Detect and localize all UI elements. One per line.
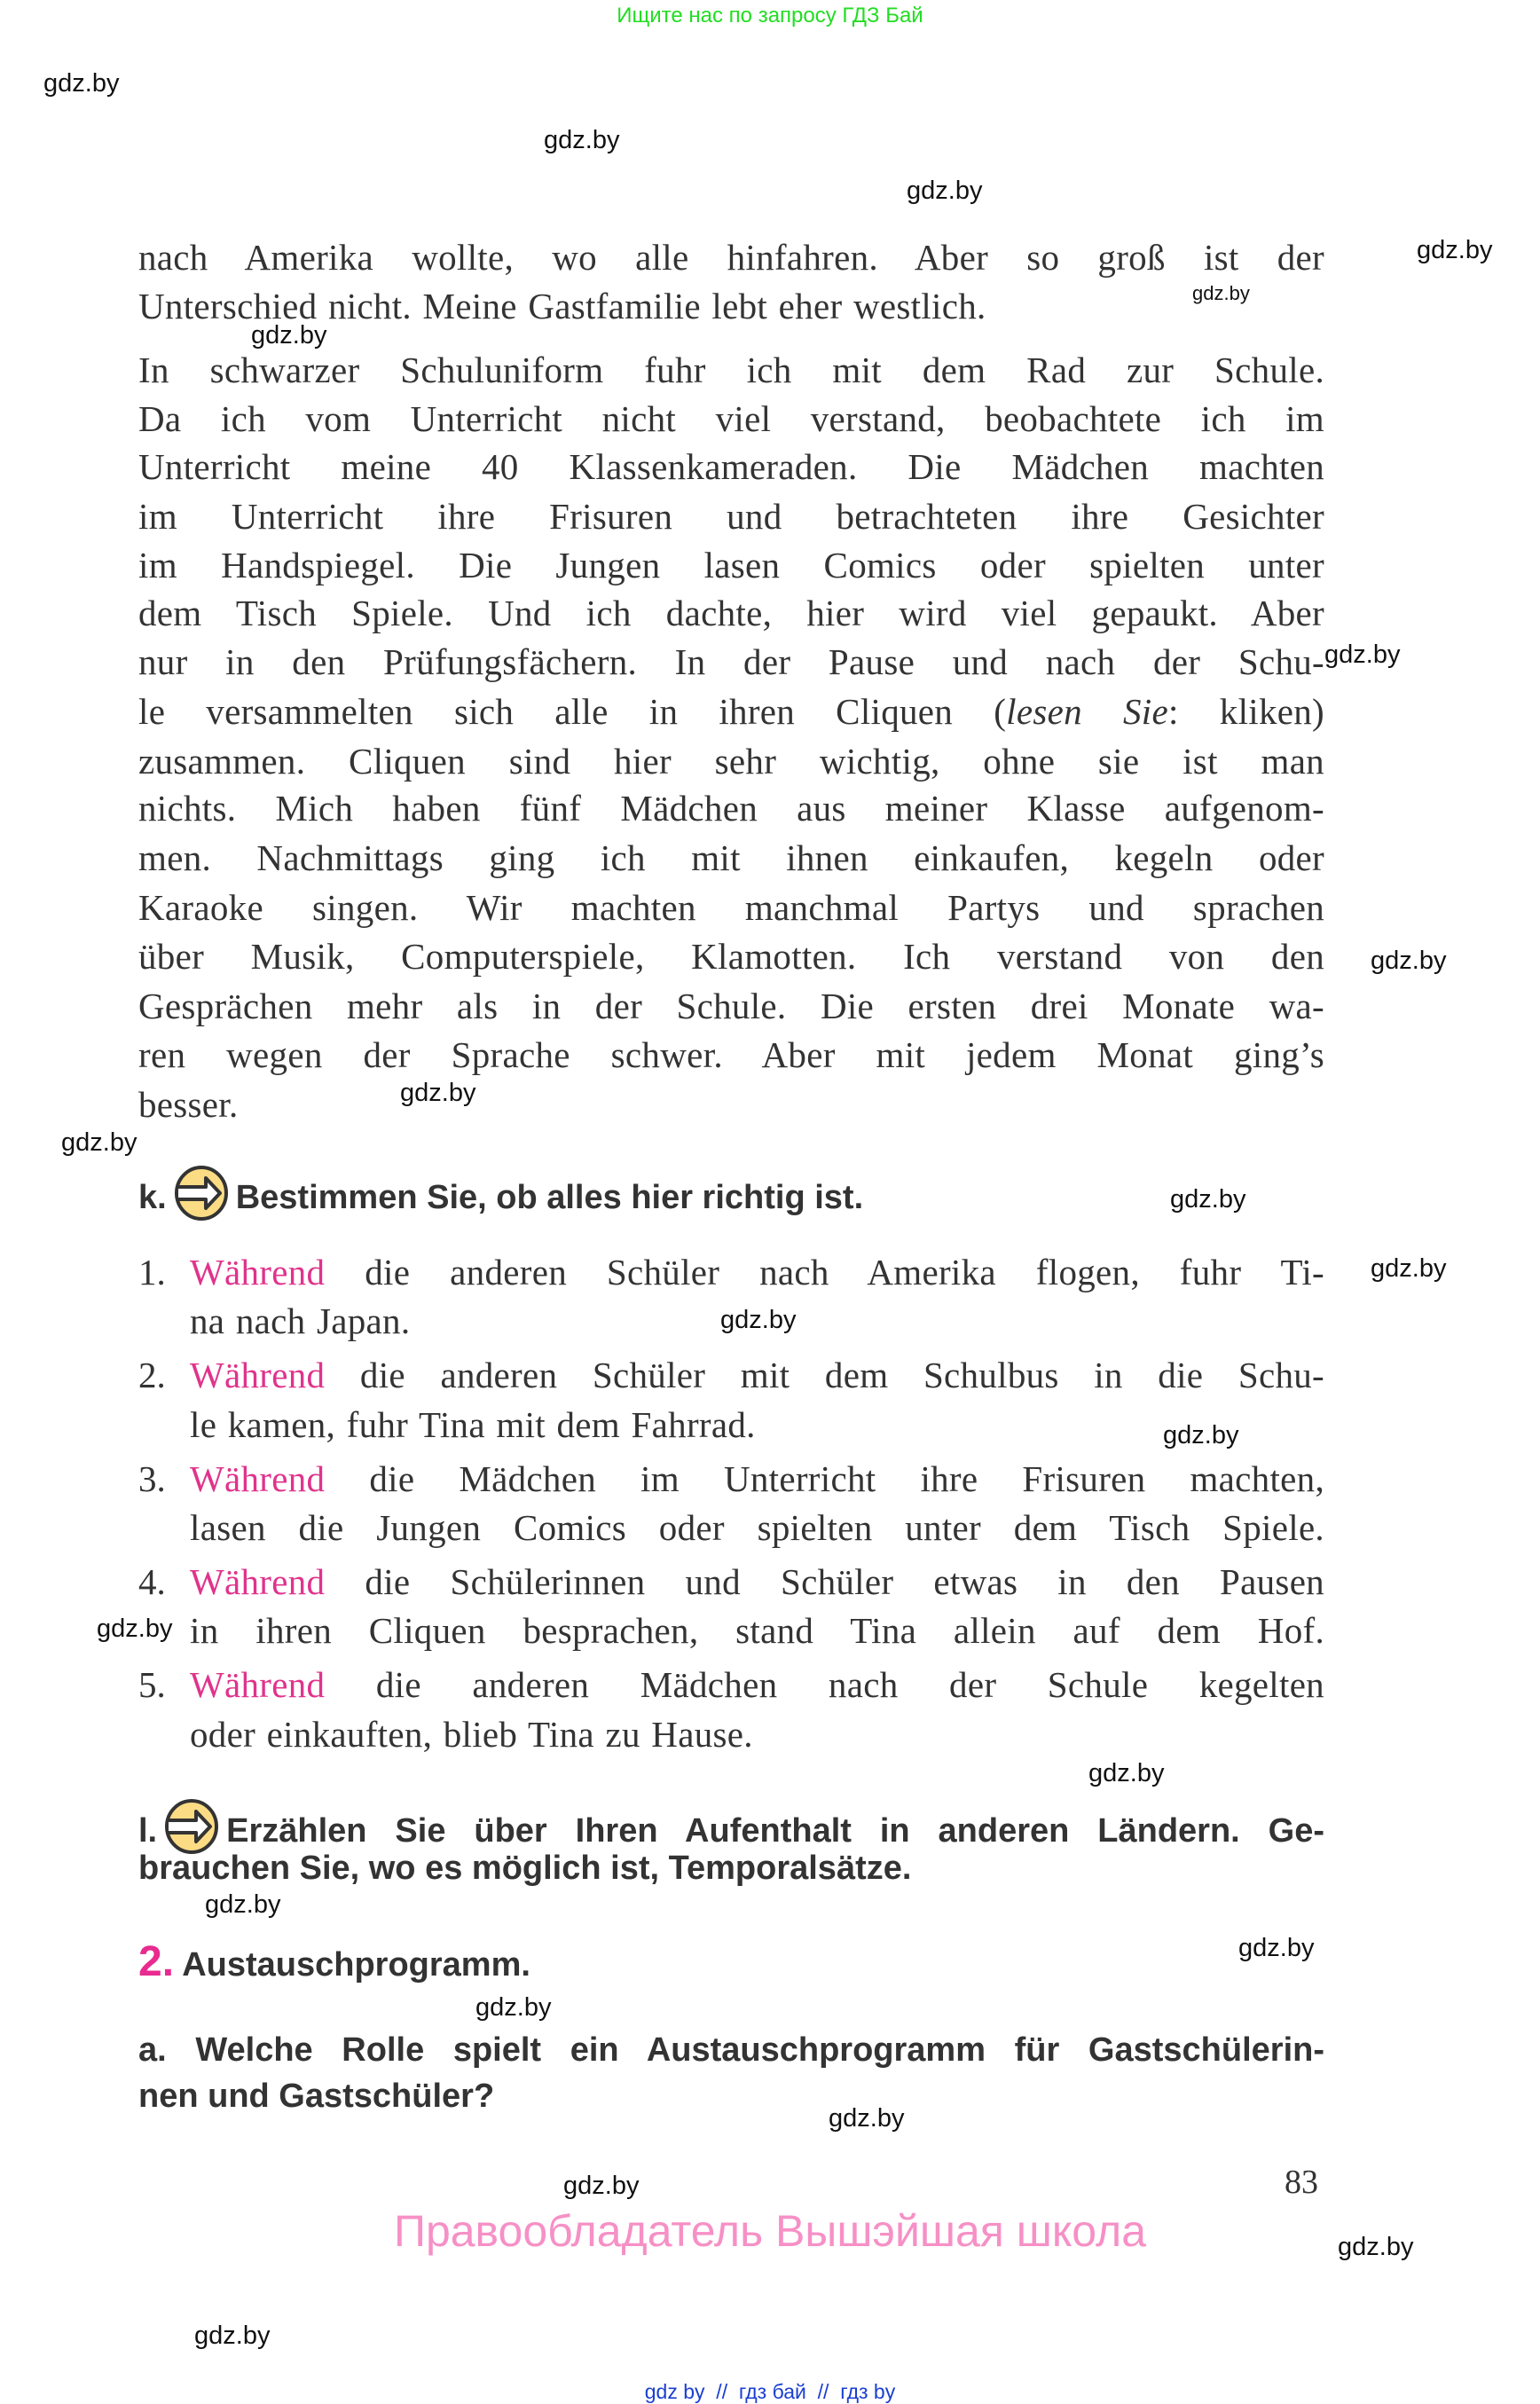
- text-line: Karaoke singen. Wir machten manchmal Partys und sprachen: [138, 887, 1324, 928]
- text-segment: die Schülerinnen und Schüler etwas in den Pausen: [325, 1561, 1324, 1602]
- copyright-notice: Правообладатель Вышэйшая школа: [394, 2206, 1146, 2256]
- watermark: gdz.by: [475, 1993, 552, 2022]
- text-line: [190, 1555, 1324, 1608]
- top-banner[interactable]: Ищите нас по запросу ГДЗ Бай: [617, 4, 923, 27]
- text-line: zusammen. Cliquen sind hier sehr wichtig, ohne sie ist man: [138, 741, 1324, 782]
- watermark: gdz.by: [1170, 1185, 1246, 1214]
- item-number: 4.: [138, 1561, 166, 1602]
- text-line: men. Nachmittags ging ich mit ihnen einkaufen, kegeln oder: [138, 837, 1324, 878]
- task-k-heading: [138, 1166, 864, 1216]
- watermark: gdz.by: [1371, 947, 1447, 975]
- task-l-text: brauchen Sie, wo es möglich ist, Temporalsätze.: [138, 1850, 912, 1887]
- text-line: dem Tisch Spiele. Und ich dachte, hier wird viel gepaukt. Aber: [138, 593, 1324, 633]
- text-line: ren wegen der Sprache schwer. Aber mit jedem Monat ging’s: [138, 1034, 1324, 1075]
- text-line: In schwarzer Schuluniform fuhr ich mit dem Rad zur Schule.: [138, 350, 1324, 390]
- page-number: 83: [1285, 2164, 1318, 2201]
- watermark: gdz.by: [61, 1128, 138, 1157]
- arrow-circle-icon: [174, 1166, 229, 1221]
- watermark: gdz.by: [1324, 640, 1401, 669]
- task-a-text: nen und Gastschüler?: [138, 2078, 495, 2115]
- text-line: nur in den Prüfungsfächern. In der Pause und nach der Schu-: [138, 641, 1324, 682]
- text-line: in ihren Cliquen besprachen, stand Tina allein auf dem Hof.: [190, 1610, 1324, 1651]
- watermark: gdz.by: [720, 1306, 797, 1334]
- text-line: [190, 1658, 1324, 1711]
- text-line: [138, 685, 1324, 738]
- task-a-text: a. Welche Rolle spielt ein Austauschprogramm für Gastschülerin-: [138, 2031, 1324, 2069]
- text-line: nichts. Mich haben fünf Mädchen aus meiner Klasse aufgenom-: [138, 788, 1324, 829]
- task-text: Erzählen Sie über Ihren Aufenthalt in anderen Ländern. Ge-: [226, 1812, 1324, 1850]
- text-line: über Musik, Computerspiele, Klamotten. Ich verstand von den: [138, 936, 1324, 977]
- italic-text: lesen Sie: [1006, 691, 1168, 732]
- watermark: gdz.by: [563, 2172, 640, 2200]
- keyword: Während: [190, 1355, 326, 1395]
- text-line: im Unterricht ihre Frisuren und betrachteten ihre Gesichter: [138, 496, 1324, 537]
- text-line: [190, 1348, 1324, 1402]
- watermark: gdz.by: [907, 177, 983, 205]
- item-number: 5.: [138, 1664, 166, 1705]
- item-number: 2.: [138, 1355, 166, 1395]
- section-number: 2.: [138, 1938, 175, 1985]
- text-line: Unterricht meine 40 Klassenkameraden. Die Mädchen machten: [138, 446, 1324, 487]
- keyword: Während: [190, 1561, 326, 1602]
- watermark: gdz.by: [251, 321, 327, 350]
- watermark: gdz.by: [43, 69, 120, 98]
- text-line: besser.: [138, 1084, 239, 1125]
- text-line: lasen die Jungen Comics oder spielten unter dem Tisch Spiele.: [190, 1507, 1324, 1548]
- text-line: oder einkauften, blieb Tina zu Hause.: [190, 1714, 753, 1755]
- text-line: [190, 1245, 1324, 1299]
- text-segment: die anderen Schüler mit dem Schulbus in die Schu-: [325, 1355, 1324, 1395]
- watermark: gdz.by: [205, 1890, 281, 1919]
- watermark: gdz.by: [1192, 282, 1250, 304]
- text-segment: die anderen Mädchen nach der Schule kegelten: [325, 1664, 1324, 1705]
- keyword: Während: [190, 1458, 326, 1499]
- text-line: Da ich vom Unterricht nicht viel verstand, beobachtete ich im: [138, 398, 1324, 439]
- watermark: gdz.by: [829, 2104, 905, 2133]
- watermark: gdz.by: [1088, 1759, 1165, 1787]
- text-line: im Handspiegel. Die Jungen lasen Comics oder spielten unter: [138, 545, 1324, 585]
- text-line: [190, 1452, 1324, 1505]
- task-title: Bestimmen Sie, ob alles hier richtig ist.: [235, 1179, 864, 1216]
- keyword: Während: [190, 1664, 326, 1705]
- text-segment: die Mädchen im Unterricht ihre Frisuren machten,: [325, 1458, 1324, 1499]
- watermark: gdz.by: [544, 126, 620, 154]
- task-letter: k.: [138, 1179, 167, 1216]
- watermark: gdz.by: [400, 1079, 476, 1107]
- text-line: Unterschied nicht. Meine Gastfamilie lebt eher westlich.: [138, 286, 986, 326]
- watermark: gdz.by: [194, 2322, 271, 2350]
- text-line: Gesprächen mehr als in der Schule. Die ersten drei Monate wa-: [138, 986, 1324, 1026]
- watermark: gdz.by: [1163, 1421, 1239, 1449]
- text-segment: : kliken): [1167, 691, 1325, 732]
- item-number: 1.: [138, 1252, 166, 1292]
- text-line: na nach Japan.: [190, 1300, 411, 1341]
- task-l-heading: [138, 1799, 1324, 1850]
- watermark: gdz.by: [1371, 1254, 1447, 1283]
- section-title: Austauschprogramm.: [182, 1946, 530, 1984]
- footer-links[interactable]: gdz by // гдз бай // гдз by: [644, 2380, 896, 2403]
- section-heading: [138, 1939, 530, 1985]
- text-line: nach Amerika wollte, wo alle hinfahren. Aber so groß ist der: [138, 237, 1324, 278]
- task-letter: l.: [138, 1812, 158, 1850]
- text-line: le kamen, fuhr Tina mit dem Fahrrad.: [190, 1404, 756, 1445]
- watermark: gdz.by: [1417, 236, 1493, 264]
- watermark: gdz.by: [97, 1614, 173, 1643]
- watermark: gdz.by: [1238, 1934, 1315, 1962]
- watermark: gdz.by: [1338, 2233, 1414, 2261]
- keyword: Während: [190, 1252, 326, 1292]
- text-segment: le versammelten sich alle in ihren Cliquen (: [138, 691, 1007, 732]
- text-segment: die anderen Schüler nach Amerika flogen, fuhr Ti-: [325, 1252, 1324, 1292]
- item-number: 3.: [138, 1458, 166, 1499]
